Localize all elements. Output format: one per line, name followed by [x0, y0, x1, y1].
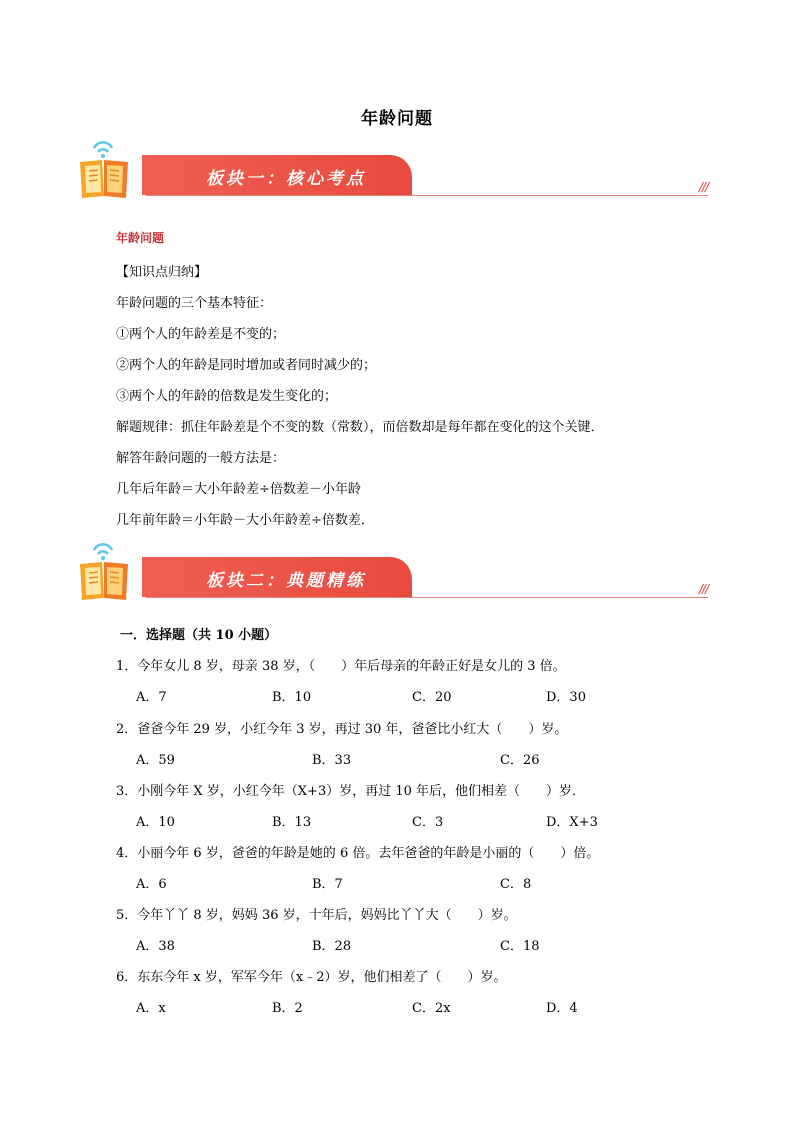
option-a[interactable]: A．59	[136, 753, 175, 768]
option-b[interactable]: B．2	[272, 1001, 303, 1016]
knowledge-line: ②两个人的年龄是同时增加或者同时减少的；	[116, 358, 377, 373]
knowledge-line: ③两个人的年龄的倍数是发生变化的；	[116, 389, 338, 404]
section-banner-1	[76, 138, 708, 202]
option-b[interactable]: B．10	[272, 690, 312, 705]
knowledge-heading: 年龄问题	[116, 231, 165, 245]
knowledge-line: 几年后年龄＝大小年龄差÷倍数差－小年龄	[116, 482, 361, 497]
knowledge-line: 【知识点归纳】	[116, 265, 208, 280]
question-text: 2．爸爸今年 29 岁，小红今年 3 岁，再过 30 年，爸爸比小红大（ ）岁。	[116, 722, 568, 737]
option-b[interactable]: B．33	[312, 753, 352, 768]
option-a[interactable]: A．10	[136, 815, 175, 830]
section-label: 板块二：典题精练	[206, 571, 366, 591]
book-icon	[76, 542, 136, 602]
exercise-heading: 一．选择题（共 10 小题）	[120, 628, 278, 643]
question-text: 5．今年丫丫 8 岁，妈妈 36 岁，十年后，妈妈比丫丫大（ ）岁。	[116, 908, 517, 923]
option-c[interactable]: C．3	[412, 815, 444, 830]
question-text: 1．今年女儿 8 岁，母亲 38 岁，（ ）年后母亲的年龄正好是女儿的 3 倍。	[116, 659, 566, 674]
option-b[interactable]: B．13	[272, 815, 312, 830]
divider	[146, 195, 708, 196]
divider	[146, 597, 708, 598]
option-a[interactable]: A．6	[136, 877, 167, 892]
knowledge-line: ①两个人的年龄差是不变的；	[116, 327, 286, 342]
question-text: 6．东东今年 x 岁，军军今年（x﹣2）岁，他们相差了（ ）岁。	[116, 970, 507, 985]
option-c[interactable]: C．26	[500, 753, 540, 768]
knowledge-line: 解答年龄问题的一般方法是：	[116, 451, 286, 466]
option-b[interactable]: B．28	[312, 939, 352, 954]
question-text: 3．小刚今年 X 岁，小红今年（X+3）岁，再过 10 年后，他们相差（ ）岁．	[116, 784, 586, 799]
knowledge-line: 年龄问题的三个基本特征：	[116, 296, 273, 311]
page-title: 年龄问题	[361, 109, 433, 129]
book-icon	[76, 140, 136, 200]
question-text: 4．小丽今年 6 岁，爸爸的年龄是她的 6 倍。去年爸爸的年龄是小丽的（ ）倍。	[116, 846, 600, 861]
option-a[interactable]: A．7	[136, 690, 167, 705]
section-label: 板块一：核心考点	[206, 169, 366, 189]
section-banner-2	[76, 540, 708, 604]
option-a[interactable]: A．x	[136, 1001, 166, 1016]
option-b[interactable]: B．7	[312, 877, 343, 892]
option-c[interactable]: C．8	[500, 877, 532, 892]
knowledge-line: 几年前年龄＝小年龄－大小年龄差÷倍数差．	[116, 513, 374, 528]
option-a[interactable]: A．38	[136, 939, 175, 954]
knowledge-line: 解题规律：抓住年龄差是个不变的数（常数），而倍数却是每年都在变化的这个关键．	[116, 420, 604, 435]
option-d[interactable]: D．X+3	[546, 815, 598, 830]
option-c[interactable]: C．2x	[412, 1001, 451, 1016]
option-c[interactable]: C．18	[500, 939, 540, 954]
slash-decoration: ///	[698, 582, 708, 596]
option-d[interactable]: D．30	[546, 690, 586, 705]
slash-decoration: ///	[698, 180, 708, 194]
option-c[interactable]: C．20	[412, 690, 452, 705]
option-d[interactable]: D．4	[546, 1001, 578, 1016]
